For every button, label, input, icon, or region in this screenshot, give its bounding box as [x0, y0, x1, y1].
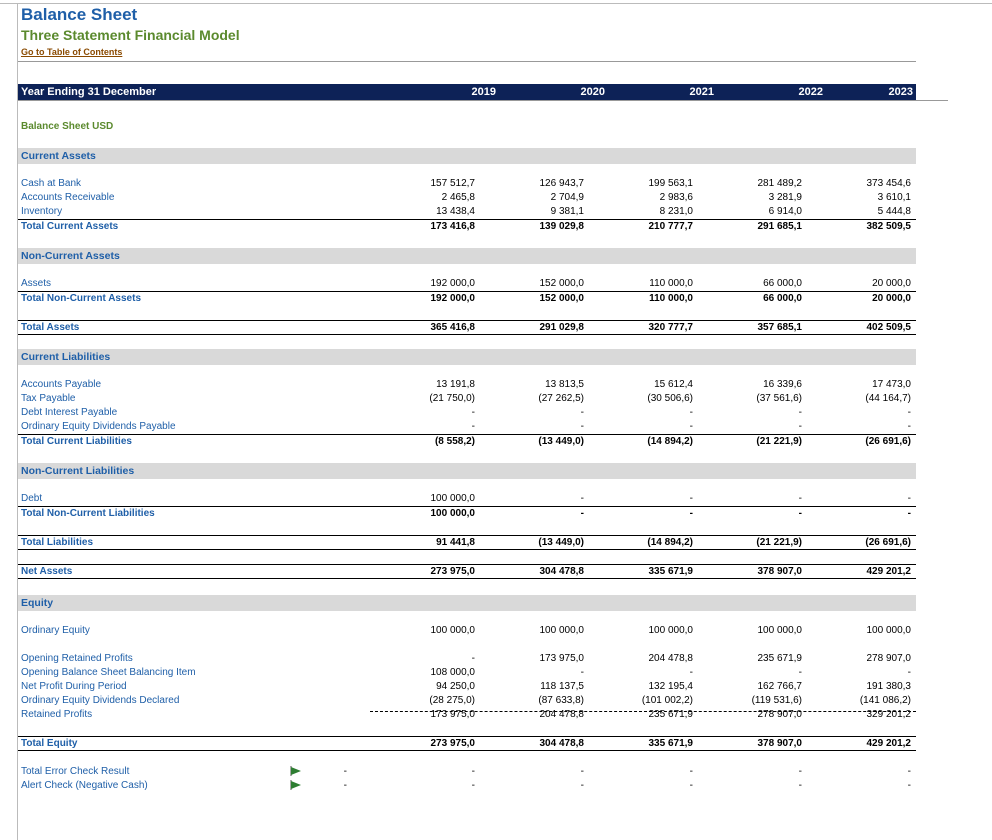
cell-value-2022: -	[798, 780, 802, 791]
cell-value-2020: -	[580, 780, 584, 791]
cell-value-2019: 173 975,0	[430, 709, 475, 720]
cell-value-2021: 335 671,9	[648, 738, 693, 749]
cell-value-2020: (13 449,0)	[538, 436, 584, 447]
row-net-profit[interactable]	[18, 680, 916, 694]
section-title: Current Liabilities	[21, 351, 111, 363]
cell-value-2022: 235 671,9	[757, 653, 802, 664]
year-header-bar	[18, 84, 916, 100]
cell-value-2022: 162 766,7	[757, 681, 802, 692]
row-error-check[interactable]	[18, 765, 916, 779]
row-accounts-payable[interactable]	[18, 378, 916, 392]
cell-value-2022: 357 685,1	[757, 322, 802, 333]
cell-value-2019: 173 416,8	[430, 221, 475, 232]
row-accounts-receivable[interactable]	[18, 191, 916, 205]
cell-value-2020: 152 000,0	[539, 293, 584, 304]
cell-value-2019: 157 512,7	[430, 178, 475, 189]
flag-icon	[290, 766, 302, 776]
cell-value-2019: -	[471, 421, 475, 432]
cell-value-2023: -	[907, 421, 911, 432]
cell-value-2021: -	[689, 421, 693, 432]
year-header-label: Year Ending 31 December	[21, 86, 157, 98]
cell-value-2023: -	[907, 407, 911, 418]
cell-value-2022: 291 685,1	[757, 221, 802, 232]
cell-value-2020: -	[580, 407, 584, 418]
cell-value-2023: -	[907, 780, 911, 791]
cell-value-2019: 91 441,8	[436, 537, 475, 548]
cell-value-2023: (26 691,6)	[865, 436, 911, 447]
cell-value-2023: 3 610,1	[877, 192, 911, 203]
cell-value-2019: 100 000,0	[430, 493, 475, 504]
row-opening-retained-profits[interactable]	[18, 652, 916, 666]
cell-value-2022: (37 561,6)	[756, 393, 802, 404]
cell-value-2023: -	[907, 508, 911, 519]
sheet-top-strip	[0, 0, 992, 4]
row-debt[interactable]	[18, 492, 916, 506]
cell-value-2019: 94 250,0	[436, 681, 475, 692]
row-label: Total Current Assets	[21, 221, 119, 232]
cell-value-2020: 126 943,7	[539, 178, 584, 189]
cell-value-2023: -	[907, 667, 911, 678]
cell-value-2019: 2 465,8	[441, 192, 475, 203]
cell-value-2021: 110 000,0	[649, 293, 693, 304]
cell-value-2020: 100 000,0	[539, 625, 584, 636]
cell-value-2023: 402 509,5	[866, 322, 911, 333]
page-title: Balance Sheet	[21, 5, 138, 24]
cell-value-2023: 278 907,0	[866, 653, 911, 664]
cell-value-2023: -	[907, 766, 911, 777]
cell-value-2023: (141 086,2)	[859, 695, 911, 706]
cell-value-2020: (27 262,5)	[538, 393, 584, 404]
cell-value-2022: -	[798, 667, 802, 678]
year-header-2019: 2019	[471, 86, 496, 98]
section-title: Current Assets	[21, 150, 96, 162]
cell-value-2019: 108 000,0	[430, 667, 475, 678]
cell-value-2021: 8 231,0	[659, 206, 693, 217]
cell-value-2021: 132 195,4	[648, 681, 693, 692]
cell-value-2022: 6 914,0	[768, 206, 802, 217]
section-non-current-assets	[18, 248, 916, 264]
cell-value-2020: -	[580, 493, 584, 504]
row-label: Total Equity	[21, 738, 78, 749]
cell-value-2021: -	[689, 780, 693, 791]
cell-value-2023: 100 000,0	[866, 625, 911, 636]
cell-value-2021: 235 671,9	[648, 709, 693, 720]
cell-value-2021: -	[689, 407, 693, 418]
cell-value-2022: 378 907,0	[757, 738, 802, 749]
cell-value-2019: (28 275,0)	[429, 695, 475, 706]
cell-value-2022: 66 000,0	[763, 278, 802, 289]
unit-label: Balance Sheet USD	[21, 121, 114, 132]
row-label: Inventory	[21, 206, 63, 217]
row-retained-profits[interactable]	[18, 708, 916, 722]
row-tax-payable[interactable]	[18, 392, 916, 406]
row-inventory[interactable]	[18, 205, 916, 219]
cell-value-2022: 378 907,0	[757, 566, 802, 577]
cell-value-2020: 204 478,8	[539, 709, 584, 720]
row-total-assets[interactable]	[18, 320, 916, 335]
row-label: Accounts Payable	[21, 379, 102, 390]
cell-value-2023: 382 509,5	[866, 221, 911, 232]
row-label: Total Liabilities	[21, 537, 94, 548]
row-assets[interactable]	[18, 277, 916, 291]
row-total-liabilities[interactable]	[18, 535, 916, 550]
cell-value-2023: 20 000,0	[872, 278, 911, 289]
check-flag-value: -	[343, 766, 347, 777]
row-label: Ordinary Equity Dividends Payable	[21, 421, 176, 432]
check-flag-value: -	[343, 780, 347, 791]
row-label: Ordinary Equity Dividends Declared	[21, 695, 180, 706]
cell-value-2023: 20 000,0	[872, 293, 911, 304]
row-debt-interest-payable[interactable]	[18, 406, 916, 420]
cell-value-2019: -	[471, 780, 475, 791]
row-dividends-declared[interactable]	[18, 694, 916, 708]
cell-value-2019: 273 975,0	[430, 738, 475, 749]
cell-value-2019: 192 000,0	[430, 278, 475, 289]
row-label: Debt	[21, 493, 43, 504]
cell-value-2020: 118 137,5	[540, 681, 584, 692]
row-ordinary-equity[interactable]	[18, 624, 916, 638]
cell-value-2021: 15 612,4	[654, 379, 693, 390]
row-label: Total Current Liabilities	[21, 436, 132, 447]
row-total-current-liabilities[interactable]	[18, 434, 916, 448]
cell-value-2022: (119 531,6)	[751, 695, 802, 706]
cell-value-2019: (8 558,2)	[434, 436, 475, 447]
cell-value-2019: 13 191,8	[436, 379, 475, 390]
cell-value-2020: -	[580, 421, 584, 432]
year-header-2022: 2022	[798, 86, 823, 98]
row-total-non-current-assets[interactable]	[18, 291, 916, 305]
cell-value-2022: -	[798, 766, 802, 777]
cell-value-2021: 204 478,8	[648, 653, 693, 664]
year-header-2023: 2023	[888, 86, 913, 98]
row-dividends-payable[interactable]	[18, 420, 916, 434]
header-divider	[18, 100, 948, 101]
cell-value-2020: 173 975,0	[539, 653, 584, 664]
cell-value-2022: 100 000,0	[757, 625, 802, 636]
cell-value-2023: (44 164,7)	[865, 393, 911, 404]
section-current-liabilities	[18, 349, 916, 365]
row-label: Total Non-Current Assets	[21, 293, 142, 304]
cell-value-2023: 429 201,2	[866, 738, 911, 749]
row-label: Net Assets	[21, 566, 73, 577]
row-total-equity[interactable]	[18, 736, 916, 751]
title-divider	[18, 61, 916, 62]
cell-value-2019: -	[471, 766, 475, 777]
cell-value-2023: 373 454,6	[866, 178, 911, 189]
cell-value-2021: -	[689, 667, 693, 678]
cell-value-2022: (21 221,9)	[756, 537, 802, 548]
section-title: Non-Current Assets	[21, 250, 120, 262]
cell-value-2020: 291 029,8	[539, 322, 584, 333]
section-non-current-liabilities	[18, 463, 916, 479]
cell-value-2021: (14 894,2)	[647, 537, 693, 548]
cell-value-2020: 304 478,8	[539, 566, 584, 577]
cell-value-2021: 110 000,0	[649, 278, 693, 289]
row-label: Retained Profits	[21, 709, 93, 720]
cell-value-2022: -	[798, 407, 802, 418]
cell-value-2022: (21 221,9)	[756, 436, 802, 447]
cell-value-2022: -	[798, 421, 802, 432]
row-net-assets[interactable]	[18, 564, 916, 579]
row-alert-check[interactable]	[18, 779, 916, 793]
cell-value-2022: 281 489,2	[757, 178, 802, 189]
cell-value-2023: (26 691,6)	[865, 537, 911, 548]
cell-value-2021: 210 777,7	[648, 221, 693, 232]
row-label: Ordinary Equity	[21, 625, 90, 636]
cell-value-2023: 191 380,3	[866, 681, 911, 692]
flag-icon	[290, 780, 302, 790]
cell-value-2021: -	[689, 493, 693, 504]
cell-value-2023: 329 201,2	[866, 709, 911, 720]
cell-value-2022: -	[798, 493, 802, 504]
section-current-assets	[18, 148, 916, 164]
cell-value-2020: (87 633,8)	[538, 695, 584, 706]
section-title: Equity	[21, 597, 54, 609]
cell-value-2021: 100 000,0	[648, 625, 693, 636]
cell-value-2022: 66 000,0	[763, 293, 802, 304]
cell-value-2019: 365 416,8	[430, 322, 475, 333]
cell-value-2019: 192 000,0	[430, 293, 475, 304]
row-label: Accounts Receivable	[21, 192, 115, 203]
row-label: Total Error Check Result	[21, 766, 130, 777]
cell-value-2019: (21 750,0)	[429, 393, 475, 404]
cell-value-2023: 429 201,2	[866, 566, 911, 577]
cell-value-2022: 278 907,0	[757, 709, 802, 720]
cell-value-2022: 16 339,6	[763, 379, 802, 390]
section-title: Non-Current Liabilities	[21, 465, 135, 477]
cell-value-2022: 3 281,9	[768, 192, 802, 203]
cell-value-2023: 5 444,8	[877, 206, 911, 217]
row-opening-bs-balancing-item[interactable]	[18, 666, 916, 680]
row-label: Total Non-Current Liabilities	[21, 508, 155, 519]
cell-value-2019: 13 438,4	[436, 206, 475, 217]
cell-value-2020: -	[580, 766, 584, 777]
row-label: Opening Retained Profits	[21, 653, 133, 664]
cell-value-2021: -	[689, 766, 693, 777]
cell-value-2019: 273 975,0	[430, 566, 475, 577]
cell-value-2021: 320 777,7	[648, 322, 693, 333]
cell-value-2022: -	[798, 508, 802, 519]
cell-value-2021: (30 506,6)	[647, 393, 693, 404]
row-label: Assets	[21, 278, 52, 289]
cell-value-2020: 9 381,1	[550, 206, 584, 217]
cell-value-2020: 152 000,0	[539, 278, 584, 289]
cell-value-2019: 100 000,0	[430, 625, 475, 636]
cell-value-2020: 304 478,8	[539, 738, 584, 749]
row-total-non-current-liabilities[interactable]	[18, 506, 916, 520]
cell-value-2020: -	[580, 508, 584, 519]
cell-value-2019: -	[471, 653, 475, 664]
year-header-2020: 2020	[580, 86, 605, 98]
cell-value-2021: 335 671,9	[648, 566, 693, 577]
cell-value-2020: 139 029,8	[539, 221, 584, 232]
cell-value-2019: 100 000,0	[430, 508, 475, 519]
cell-value-2023: -	[907, 493, 911, 504]
row-label: Total Assets	[21, 322, 80, 333]
row-label: Alert Check (Negative Cash)	[21, 780, 148, 791]
cell-value-2020: (13 449,0)	[538, 537, 584, 548]
row-total-current-assets[interactable]	[18, 219, 916, 233]
cell-value-2021: -	[689, 508, 693, 519]
section-equity	[18, 595, 916, 611]
cell-value-2021: 199 563,1	[648, 178, 693, 189]
cell-value-2020: 2 704,9	[550, 192, 584, 203]
cell-value-2020: 13 813,5	[545, 379, 584, 390]
row-label: Net Profit During Period	[21, 681, 127, 692]
table-of-contents-link[interactable]: Go to Table of Contents	[21, 47, 123, 57]
cell-value-2019: -	[471, 407, 475, 418]
cell-value-2020: -	[580, 667, 584, 678]
row-cash[interactable]	[18, 177, 916, 191]
cell-value-2021: (14 894,2)	[647, 436, 693, 447]
row-label: Cash at Bank	[21, 178, 82, 189]
cell-value-2023: 17 473,0	[872, 379, 911, 390]
row-label: Debt Interest Payable	[21, 407, 118, 418]
page-subtitle: Three Statement Financial Model	[21, 27, 240, 43]
row-label: Opening Balance Sheet Balancing Item	[21, 667, 196, 678]
cell-value-2021: (101 002,2)	[641, 695, 693, 706]
cell-value-2021: 2 983,6	[659, 192, 693, 203]
row-label: Tax Payable	[21, 393, 76, 404]
year-header-2021: 2021	[689, 86, 714, 98]
